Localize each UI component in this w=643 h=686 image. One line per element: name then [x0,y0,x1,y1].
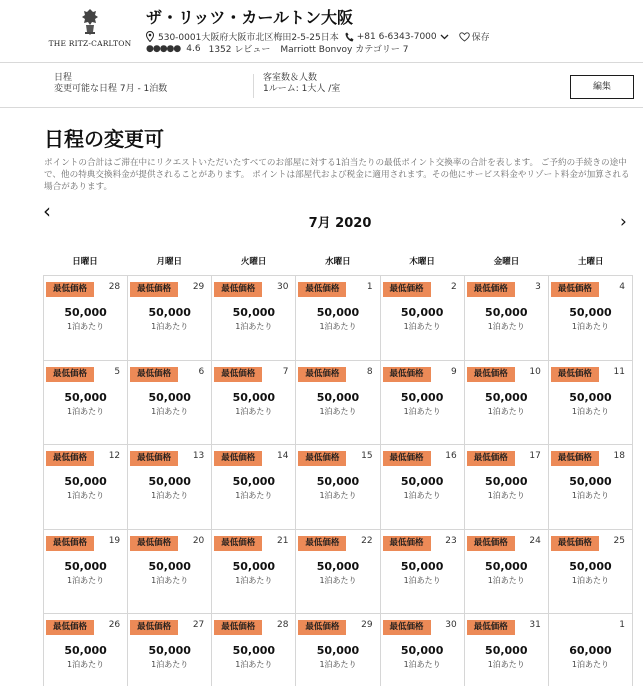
points-value: 50,000 [64,644,107,657]
lowest-price-badge: 最低価格 [551,451,599,466]
calendar-day-cell[interactable] [381,614,465,686]
calendar-day-cell[interactable] [465,361,549,446]
lion-crest-icon [77,8,103,36]
points-value: 50,000 [148,306,191,319]
rooms-heading: 客室数＆人数 [263,73,318,83]
points-value: 50,000 [316,306,360,319]
per-night-label: 1泊あたり [571,575,609,585]
lowest-price-badge: 最低価格 [298,451,346,466]
lowest-price-badge: 最低価格 [214,620,262,635]
points-value: 50,000 [232,306,276,319]
day-number: 22 [361,535,373,546]
day-number: 2 [450,282,457,292]
points-value: 50,000 [485,306,528,319]
lowest-price-badge: 最低価格 [214,282,262,297]
lowest-price-badge: 最低価格 [46,451,94,466]
lowest-price-badge: 最低価格 [383,282,431,297]
weekday-label: 金曜日 [493,257,520,267]
review-count[interactable]: 1352 レビュー [208,45,271,55]
calendar-day-cell[interactable] [44,276,128,361]
day-number: 18 [613,451,625,461]
rating-value: 4.6 [186,43,201,54]
per-night-label: 1泊あたり [571,322,609,331]
day-number: 10 [529,366,541,377]
dates-value: 変更可能な日程 7月 - 1泊数 [54,84,168,94]
search-summary-bar [0,62,643,108]
day-number: 12 [108,451,121,461]
per-night-label: 1泊あたり [403,322,441,331]
lowest-price-badge: 最低価格 [46,620,94,635]
per-night-label: 1泊あたり [487,491,525,500]
lowest-price-badge: 最低価格 [467,451,515,466]
per-night-label: 1泊あたり [403,575,441,585]
day-number: 28 [108,282,121,292]
per-night-label: 1泊あたり [319,660,357,669]
per-night-label: 1泊あたり [487,575,525,585]
page-title: 日程の変更可 [44,127,164,151]
day-number: 13 [192,451,205,461]
per-night-label: 1泊あたり [403,660,441,669]
day-number: 15 [361,451,373,461]
lowest-price-badge: 最低価格 [214,367,262,382]
calendar-day-cell[interactable] [212,530,296,615]
edit-button[interactable]: 編集 [570,75,634,99]
per-night-label: 1泊あたり [235,575,273,585]
calendar-day-cell[interactable] [296,361,380,446]
lowest-price-badge: 最低価格 [383,451,431,466]
day-number: 21 [276,535,289,546]
per-night-label: 1泊あたり [151,491,189,500]
points-value: 60,000 [569,644,612,657]
per-night-label: 1泊あたり [151,660,189,669]
lowest-price-badge: 最低価格 [214,536,262,551]
day-number: 1 [619,620,625,630]
calendar-day-cell[interactable] [212,614,296,686]
rooms-summary[interactable] [263,73,340,95]
day-number: 30 [445,620,457,630]
calendar-day-cell[interactable] [296,614,380,686]
points-value: 50,000 [148,475,191,488]
calendar-week-row [44,530,633,615]
day-number: 28 [276,620,289,630]
day-number: 14 [276,451,289,461]
points-value: 50,000 [232,559,276,573]
lowest-price-badge: 最低価格 [383,367,431,382]
day-number: 7 [282,366,289,377]
day-number: 9 [450,366,457,377]
points-value: 50,000 [400,306,444,319]
lowest-price-badge: 最低価格 [298,367,346,382]
points-value: 50,000 [485,475,528,488]
calendar-day-cell[interactable] [296,276,380,361]
per-night-label: 1泊あたり [67,322,105,331]
calendar-day-cell[interactable] [128,530,212,615]
points-value: 50,000 [400,644,444,657]
hotel-rating-row [146,42,408,55]
per-night-label: 1泊あたり [235,322,273,331]
rating-dots-icon: ●●●●● [146,43,181,54]
calendar-day-cell[interactable] [44,361,128,446]
calendar-day-cell[interactable] [44,530,128,615]
phone-icon [345,32,354,42]
chevron-right-icon[interactable]: › [620,212,627,232]
calendar-day-cell[interactable] [128,614,212,686]
calendar-grid [43,275,633,686]
day-number: 16 [445,451,457,461]
points-value: 50,000 [569,306,612,319]
per-night-label: 1泊あたり [151,406,189,416]
points-value: 50,000 [232,644,276,657]
points-value: 50,000 [400,390,444,404]
lowest-price-badge: 最低価格 [467,367,515,382]
calendar-day-cell[interactable] [128,445,212,530]
day-number: 27 [192,620,205,630]
lowest-price-badge: 最低価格 [214,451,262,466]
day-number: 1 [366,282,373,292]
dates-heading: 日程 [54,73,73,83]
calendar-day-cell[interactable] [465,530,549,615]
lowest-price-badge: 最低価格 [467,620,515,635]
points-value: 50,000 [64,559,107,573]
per-night-label: 1泊あたり [67,406,105,416]
month-label: 7月 2020 [308,216,372,231]
points-value: 50,000 [232,390,276,404]
day-number: 26 [108,620,121,630]
calendar-day-cell[interactable] [212,361,296,446]
calendar-week-row [44,445,633,530]
hotel-name[interactable]: ザ・リッツ・カールトン大阪 [146,8,354,27]
per-night-label: 1泊あたり [67,660,105,669]
calendar-week-row [44,276,633,361]
lowest-price-badge: 最低価格 [383,536,431,551]
calendar-day-cell[interactable] [381,361,465,446]
calendar-week-row [44,614,633,686]
calendar-day-cell[interactable] [381,530,465,615]
calendar-day-cell[interactable] [549,445,633,530]
per-night-label: 1泊あたり [151,575,189,585]
points-value: 50,000 [316,559,360,573]
chevron-left-icon[interactable]: ‹ [43,199,51,223]
day-number: 31 [529,620,541,630]
day-number: 24 [529,535,541,546]
day-number: 17 [529,451,541,461]
per-night-label: 1泊あたり [235,660,273,669]
per-night-label: 1泊あたり [487,322,525,331]
per-night-label: 1泊あたり [319,406,357,416]
calendar-day-cell[interactable] [296,445,380,530]
calendar-day-cell[interactable] [549,614,633,686]
dates-summary[interactable] [54,73,167,95]
day-number: 3 [535,282,541,292]
points-value: 50,000 [569,390,612,404]
points-value: 50,000 [232,475,276,488]
lowest-price-badge: 最低価格 [467,536,515,551]
lowest-price-badge: 最低価格 [551,282,599,297]
points-value: 50,000 [148,644,191,657]
calendar-day-cell[interactable] [212,445,296,530]
day-number: 29 [192,282,205,292]
lowest-price-badge: 最低価格 [46,536,94,551]
points-value: 50,000 [64,475,107,488]
per-night-label: 1泊あたり [571,660,609,669]
points-value: 50,000 [316,644,360,657]
points-value: 50,000 [400,559,444,573]
day-number: 23 [445,535,457,546]
calendar-day-cell[interactable] [381,445,465,530]
per-night-label: 1泊あたり [403,406,441,416]
day-number: 6 [198,366,205,377]
ritz-carlton-logo[interactable] [44,8,136,54]
calendar-day-cell[interactable] [128,276,212,361]
day-number: 11 [613,366,625,377]
calendar-day-cell[interactable] [465,276,549,361]
location-pin-icon [146,31,154,42]
calendar-day-cell[interactable] [549,276,633,361]
per-night-label: 1泊あたり [67,575,105,585]
calendar-day-cell[interactable] [381,276,465,361]
lowest-price-badge: 最低価格 [130,282,178,297]
calendar-day-cell[interactable] [465,445,549,530]
hotel-category: Marriott Bonvoy カテゴリー 7 [280,45,409,55]
day-number: 25 [613,535,625,546]
brand-text: THE RITZ-CARLTON [48,39,132,48]
calendar-day-cell[interactable] [128,361,212,446]
hotel-address[interactable]: 530-0001大阪府大阪市北区梅田2-5-25日本 [158,33,339,43]
save-hotel-button[interactable] [459,30,490,43]
points-value: 50,000 [148,390,191,404]
points-value: 50,000 [316,390,360,404]
weekday-label: 土曜日 [578,257,604,267]
calendar-day-cell[interactable] [212,276,296,361]
points-value: 50,000 [64,390,107,404]
per-night-label: 1泊あたり [403,491,441,500]
calendar-day-cell[interactable] [296,530,380,615]
per-night-label: 1泊あたり [67,491,105,500]
per-night-label: 1泊あたり [235,491,273,500]
lowest-price-badge: 最低価格 [298,282,346,297]
per-night-label: 1泊あたり [487,660,525,669]
per-night-label: 1泊あたり [151,322,189,331]
rooms-value: 1ルーム: 1大人 /室 [263,84,341,94]
day-number: 19 [108,535,121,546]
lowest-price-badge: 最低価格 [298,536,346,551]
lowest-price-badge: 最低価格 [383,620,431,635]
per-night-label: 1泊あたり [319,322,357,331]
day-number: 8 [366,366,373,377]
points-value: 50,000 [316,475,360,488]
lowest-price-badge: 最低価格 [551,536,599,551]
day-number: 30 [276,282,289,292]
chevron-down-icon[interactable] [440,34,449,40]
per-night-label: 1泊あたり [319,575,357,585]
lowest-price-badge: 最低価格 [130,451,178,466]
per-night-label: 1泊あたり [235,406,273,416]
lowest-price-badge: 最低価格 [130,536,178,551]
heart-icon [459,32,470,42]
day-number: 29 [361,620,373,630]
points-value: 50,000 [569,475,612,488]
points-value: 50,000 [64,306,107,319]
day-number: 4 [619,282,625,292]
points-description: ポイントの合計はご滞在中にリクエストいただいたすべてのお部屋に対する1泊当たりの最低ポイント交換率の合計を表します。 ご予約の手続きの途中で、他の特典交換料金が提供されることがあります。 ポイントは部屋代および税金に適用されます。その他にサービス料金やリゾート料金が加算される場合があります。 [44,158,630,192]
weekday-label: 火曜日 [240,257,267,267]
calendar-day-cell[interactable] [549,530,633,615]
calendar-day-cell[interactable] [44,614,128,686]
hotel-header [0,0,643,62]
summary-divider [253,74,254,98]
per-night-label: 1泊あたり [319,491,357,500]
hotel-phone[interactable]: +81 6-6343-7000 [356,31,437,42]
day-number: 5 [114,366,121,377]
lowest-price-badge: 最低価格 [298,620,346,635]
lowest-price-badge: 最低価格 [551,367,599,382]
weekday-label: 月曜日 [156,257,183,267]
weekday-label: 水曜日 [325,257,351,267]
day-number: 20 [192,535,205,546]
points-value: 50,000 [148,559,191,573]
per-night-label: 1泊あたり [487,406,525,416]
save-label: 保存 [471,33,490,43]
calendar-day-cell[interactable] [465,614,549,686]
points-value: 50,000 [400,475,444,488]
lowest-price-badge: 最低価格 [130,367,178,382]
calendar-week-row [44,361,633,446]
lowest-price-badge: 最低価格 [46,282,94,297]
lowest-price-badge: 最低価格 [46,367,94,382]
points-value: 50,000 [485,390,528,404]
points-value: 50,000 [569,559,612,573]
per-night-label: 1泊あたり [571,406,609,416]
calendar-day-cell[interactable] [549,361,633,446]
calendar-day-cell[interactable] [44,445,128,530]
weekday-label: 日曜日 [72,257,98,267]
lowest-price-badge: 最低価格 [467,282,515,297]
weekday-label: 木曜日 [409,257,435,267]
lowest-price-badge: 最低価格 [130,620,178,635]
points-value: 50,000 [485,559,528,573]
per-night-label: 1泊あたり [571,491,609,500]
points-value: 50,000 [485,644,528,657]
